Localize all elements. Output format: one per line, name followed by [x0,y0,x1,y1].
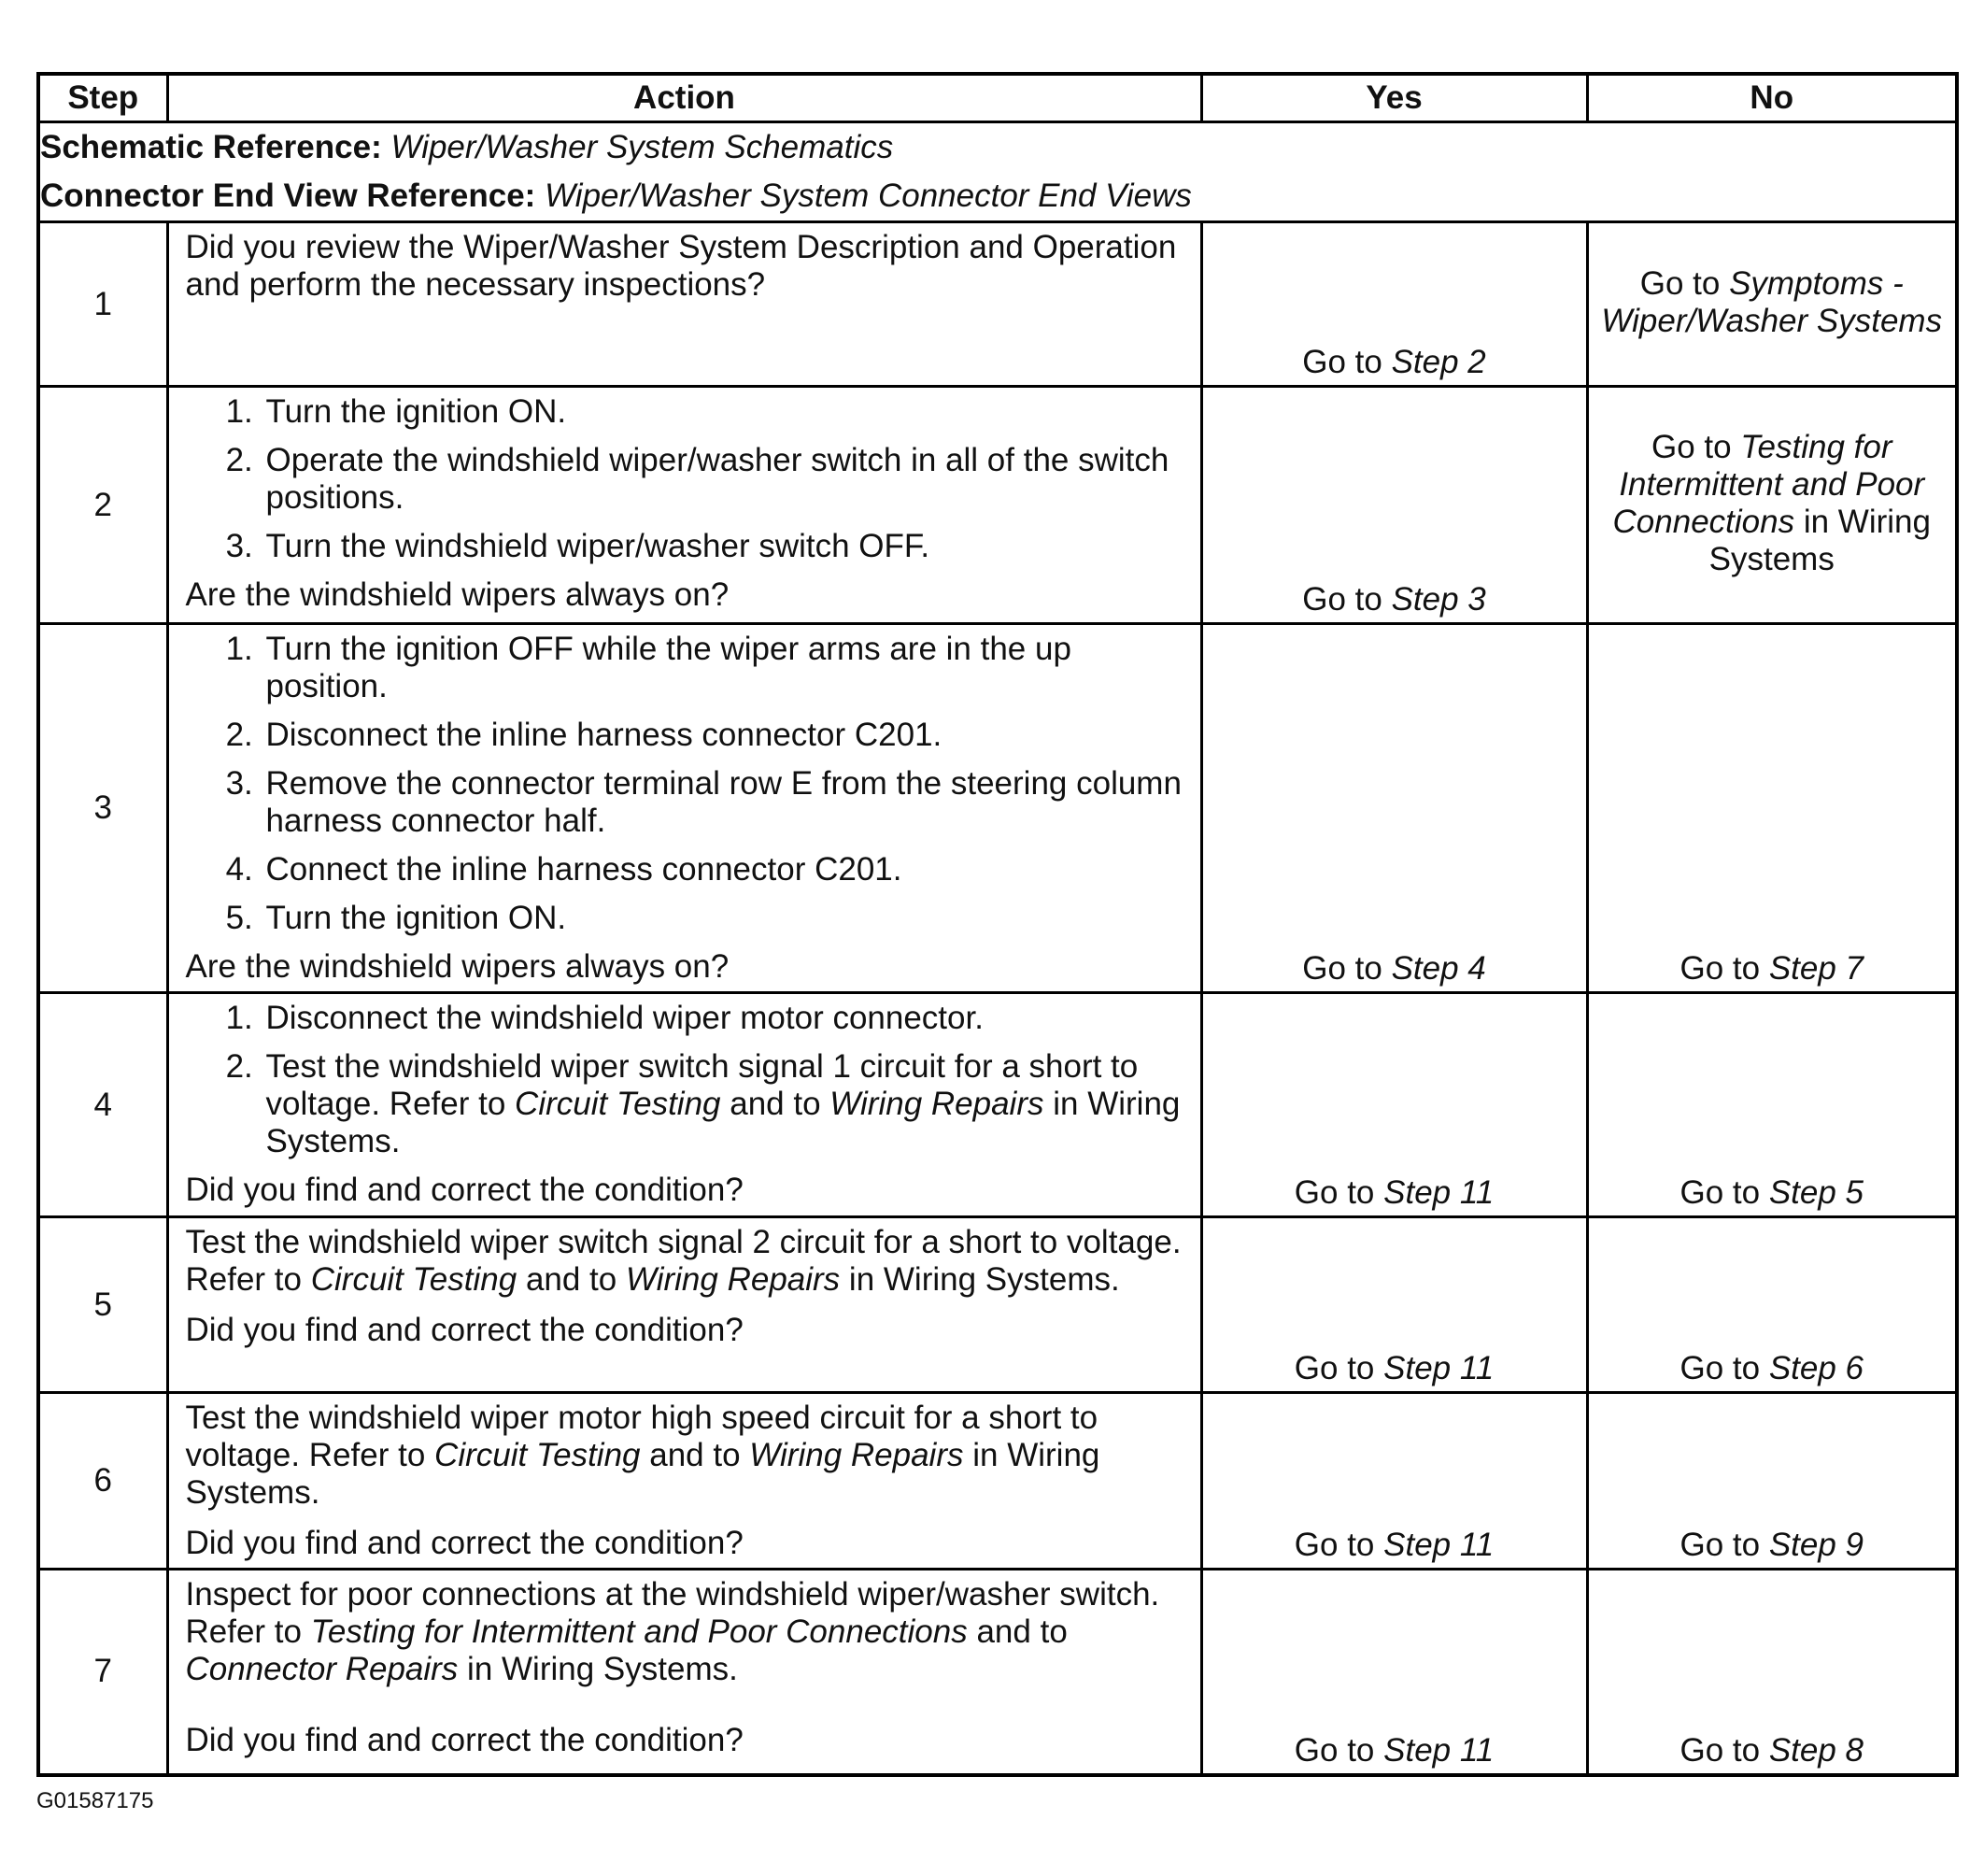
no-cell [1587,1570,1957,1775]
yes-prefix: Go to [1302,344,1382,380]
figure-id: G01587175 [36,1788,154,1813]
no-prefix: Go to [1679,1731,1761,1769]
action-text-part: in Wiring Systems. [185,1437,1100,1511]
substep: 2. Operate the windshield wiper/washer switch in all of the switch positions. [262,442,1187,517]
no-prefix: Go to [1651,428,1732,465]
connector-reference-label: Connector End View Reference: [40,178,536,214]
no-link[interactable]: Step 9 [1768,1527,1864,1563]
table-row [38,1570,1957,1775]
yes-link[interactable]: Step 2 [1391,344,1486,380]
yes-prefix: Go to [1294,1731,1375,1769]
no-link[interactable]: Testing for Intermittent and Poor Connections [1612,428,1925,540]
action-text-part: and to [525,1261,617,1298]
reference-row [38,122,1957,222]
question-text: Did you find and correct the condition? [185,1172,744,1208]
yes-prefix: Go to [1294,1350,1375,1386]
action-cell [167,222,1201,387]
yes-link[interactable]: Step 11 [1383,1527,1495,1563]
connector-reference [40,172,1955,220]
yes-prefix: Go to [1294,1174,1375,1211]
header-step: Step [38,74,167,122]
yes-cell [1201,387,1587,624]
no-prefix: Go to [1679,1350,1761,1386]
substep: 3. Turn the windshield wiper/washer switch OFF. [262,528,1187,565]
step-number: 2 [38,387,167,624]
step-number: 3 [38,624,167,993]
no-cell [1587,624,1957,993]
no-link[interactable]: Symptoms - Wiper/Washer Systems [1601,264,1943,339]
header-yes: Yes [1201,74,1587,122]
substep-list [186,1000,1187,1160]
substep: 1. Disconnect the windshield wiper motor connector. [262,1000,1187,1037]
table-row [38,993,1957,1217]
no-cell [1587,1217,1957,1393]
no-prefix: Go to [1679,1174,1761,1211]
yes-prefix: Go to [1302,950,1382,987]
no-cell [1587,387,1957,624]
table-row [38,222,1957,387]
substep: 2. Disconnect the inline harness connector C201. [262,717,1187,754]
substep: 3. Remove the connector terminal row E from the steering column harness connector half. [262,765,1187,840]
action-text-part: Inspect for poor connections at the windshield wiper/washer switch. Refer to [185,1576,1160,1650]
action-cell [167,993,1201,1217]
action-text [186,1400,1187,1512]
step-number: 7 [38,1570,167,1775]
table-row [38,1217,1957,1393]
action-text-part: in Wiring Systems. [848,1261,1120,1298]
substep: 1. Turn the ignition OFF while the wiper arms are in the up position. [262,631,1187,705]
connector-reference-link[interactable]: Wiper/Washer System Connector End Views [545,178,1192,214]
substep-list [186,393,1187,565]
substep: 1. Turn the ignition ON. [262,393,1187,431]
wiring-repairs-link[interactable]: Wiring Repairs [829,1086,1044,1122]
yes-prefix: Go to [1294,1527,1375,1563]
action-text-part: Test the windshield wiper motor high speed circuit for a short to voltage. Refer to [185,1400,1098,1473]
reference-cell [38,122,1957,222]
step-number: 6 [38,1393,167,1570]
schematic-reference [40,123,1955,172]
no-prefix: Go to [1679,950,1761,987]
no-prefix: Go to [1679,1527,1761,1563]
action-text: Did you review the Wiper/Washer System Description and Operation and perform the necessary inspections? [185,229,1177,303]
action-text-part: in Wiring Systems. [467,1651,738,1687]
action-cell [167,1217,1201,1393]
no-cell [1587,1393,1957,1570]
step-number: 1 [38,222,167,387]
no-link[interactable]: Step 5 [1768,1174,1864,1211]
circuit-testing-link[interactable]: Circuit Testing [515,1086,721,1122]
step-number: 4 [38,993,167,1217]
wiring-repairs-link[interactable]: Wiring Repairs [749,1437,964,1473]
no-cell [1587,222,1957,387]
connector-repairs-link[interactable]: Connector Repairs [185,1651,459,1687]
no-suffix: in Wiring Systems [1708,503,1931,577]
action-text-part: Test the windshield wiper switch signal 2 circuit for a short to voltage. Refer to [185,1224,1182,1298]
step-number: 5 [38,1217,167,1393]
question-text: Did you find and correct the condition? [185,1525,744,1561]
yes-cell [1201,1217,1587,1393]
table-row [38,624,1957,993]
no-link[interactable]: Step 8 [1768,1731,1864,1769]
action-text-part: and to [649,1437,741,1473]
circuit-testing-link[interactable]: Circuit Testing [434,1437,641,1473]
action-text-part: and to [976,1613,1068,1650]
action-cell [167,624,1201,993]
action-cell [167,1393,1201,1570]
yes-cell [1201,624,1587,993]
question-text: Are the windshield wipers always on? [185,948,730,985]
yes-link[interactable]: Step 11 [1383,1174,1495,1211]
substep-text: in Wiring Systems. [265,1086,1181,1159]
yes-link[interactable]: Step 11 [1383,1350,1495,1386]
yes-cell [1201,1570,1587,1775]
yes-prefix: Go to [1302,581,1382,618]
no-prefix: Go to [1639,264,1721,302]
testing-intermittent-link[interactable]: Testing for Intermittent and Poor Connections [310,1613,968,1650]
question-text: Did you find and correct the condition? [185,1722,744,1758]
header-no: No [1587,74,1957,122]
action-text [186,1576,1187,1688]
yes-cell [1201,222,1587,387]
question-text: Are the windshield wipers always on? [185,576,730,613]
action-text [186,1224,1187,1299]
substep: 4. Connect the inline harness connector C201. [262,851,1187,888]
schematic-reference-link[interactable]: Wiper/Washer System Schematics [390,129,894,165]
substep-list [186,631,1187,937]
yes-link[interactable]: Step 3 [1391,581,1486,618]
substep [262,1048,1187,1160]
yes-cell [1201,993,1587,1217]
wiring-repairs-link[interactable]: Wiring Repairs [625,1261,841,1298]
diagnostic-table [36,72,1959,1777]
circuit-testing-link[interactable]: Circuit Testing [310,1261,517,1298]
action-cell [167,1570,1201,1775]
no-link[interactable]: Step 6 [1768,1350,1864,1386]
substep-text: and to [730,1086,821,1122]
header-row [38,74,1957,122]
no-link[interactable]: Step 7 [1768,950,1864,987]
table-row [38,1393,1957,1570]
yes-cell [1201,1393,1587,1570]
spacer [186,1688,1187,1722]
yes-link[interactable]: Step 4 [1391,950,1486,987]
table-row [38,387,1957,624]
question-text: Did you find and correct the condition? [185,1312,744,1348]
substep-text: Test the windshield wiper switch signal 1 circuit for a short to voltage. Refer to [265,1048,1139,1122]
no-cell [1587,993,1957,1217]
schematic-reference-label: Schematic Reference: [40,129,382,165]
header-action: Action [167,74,1201,122]
action-cell [167,387,1201,624]
substep: 5. Turn the ignition ON. [262,900,1187,937]
yes-link[interactable]: Step 11 [1383,1731,1495,1769]
